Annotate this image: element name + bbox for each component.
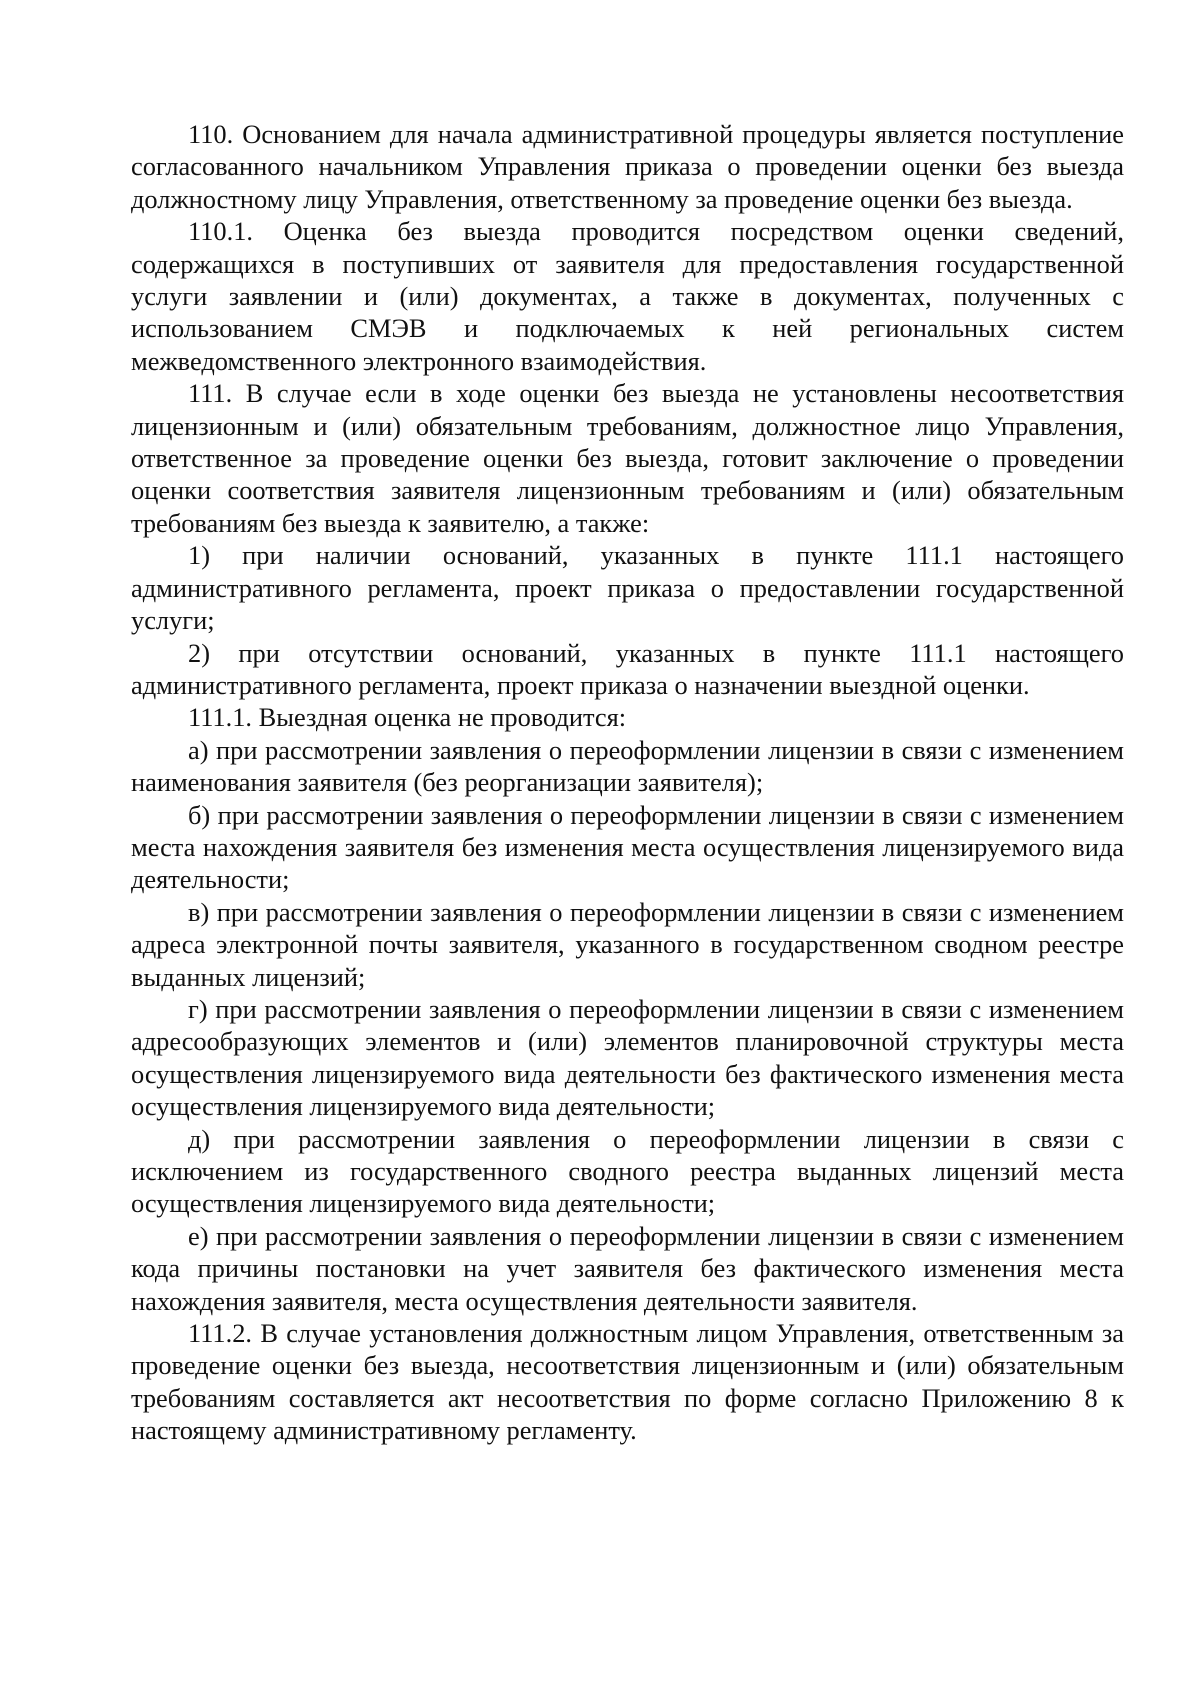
list-item-e: е) при рассмотрении заявления о переоформлении лицензии в связи с изменением кода причины постановки на учет заявителя без фактического изменения места нахождения заявителя, места осуществления деятельности заявителя. <box>131 1220 1124 1316</box>
document-body <box>131 118 1124 1447</box>
list-item-1: 1) при наличии оснований, указанных в пункте 111.1 настоящего административного регламента, проект приказа о предоставлении государственной услуги; <box>131 540 1124 636</box>
paragraph-111-2: 111.2. В случае установления должностным лицом Управления, ответственным за проведение оценки без выезда, несоответствия лицензионным и (или) обязательным требованиям составляется акт несоответствия по форме согласно Приложению 8 к настоящему административному регламенту. <box>131 1318 1124 1446</box>
list-item-b: б) при рассмотрении заявления о переоформлении лицензии в связи с изменением места нахождения заявителя без изменения места осуществления лицензируемого вида деятельности; <box>131 799 1124 895</box>
list-item-a: а) при рассмотрении заявления о переоформлении лицензии в связи с изменением наименования заявителя (без реорганизации заявителя); <box>131 734 1124 798</box>
paragraph-110: 110. Основанием для начала административной процедуры является поступление согласованного начальником Управления приказа о проведении оценки без выезда должностному лицу Управления, ответственному за проведение оценки без выезда. <box>131 119 1124 214</box>
list-item-2: 2) при отсутствии оснований, указанных в пункте 111.1 настоящего административного регламента, проект приказа о назначении выездной оценки. <box>131 637 1124 700</box>
paragraph-111: 111. В случае если в ходе оценки без выезда не установлены несоответствия лицензионным и (или) обязательным требованиям, должностное лицо Управления, ответственное за проведение оценки без выезда, готовит заключение о проведении оценки соответствия заявителя лицензионным требованиям и (или) обязательным требованиям без выезда к заявителю, а также: <box>131 378 1124 538</box>
paragraph-110-1: 110.1. Оценка без выезда проводится посредством оценки сведений, содержащихся в поступивших от заявителя для предоставления государственной услуги заявлении и (или) документах, а также в документах, полученных с использованием СМЭВ и подключаемых к ней региональных систем межведомственного электронного взаимодействия. <box>131 216 1124 376</box>
paragraph-111-1: 111.1. Выездная оценка не проводится: <box>188 702 627 733</box>
list-item-d: д) при рассмотрении заявления о переоформлении лицензии в связи с исключением из государственного сводного реестра выданных лицензий места осуществления лицензируемого вида деятельности; <box>131 1123 1124 1219</box>
list-item-g: г) при рассмотрении заявления о переоформлении лицензии в связи с изменением адресообразующих элементов и (или) элементов планировочной структуры места осуществления лицензируемого вида деятельности без фактического изменения места осуществления лицензируемого вида деятельности; <box>131 993 1124 1122</box>
list-item-v: в) при рассмотрении заявления о переоформлении лицензии в связи с изменением адреса электронной почты заявителя, указанного в государственном сводном реестре выданных лицензий; <box>131 896 1124 992</box>
